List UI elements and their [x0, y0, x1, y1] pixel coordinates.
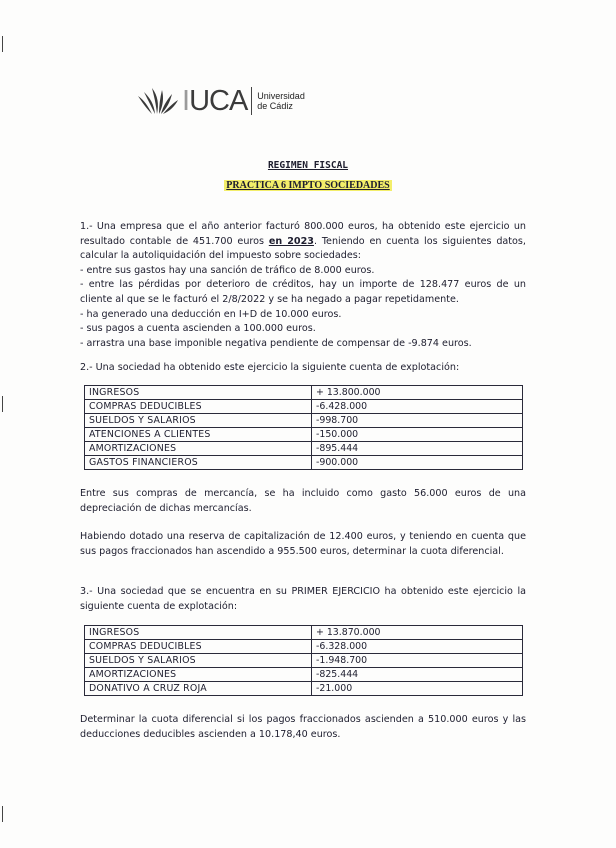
- concept-cell: SUELDOS Y SALARIOS: [85, 414, 312, 428]
- concept-cell: COMPRAS DEDUCIBLES: [85, 400, 312, 414]
- amount-cell: -21.000: [312, 682, 523, 696]
- table-row: [85, 654, 523, 668]
- document-title: REGIMEN FISCAL: [267, 160, 349, 171]
- concept-cell: DONATIVO A CRUZ ROJA: [85, 682, 312, 696]
- exercise-1-item: - arrastra una base imponible negativa pendiente de compensar de -9.874 euros.: [80, 337, 472, 349]
- exercise-2-intro: 2.- Una sociedad ha obtenido este ejercicio la siguiente cuenta de explotación:: [80, 362, 460, 373]
- exercise-1-item: - entre sus gastos hay una sanción de tráfico de 8.000 euros.: [80, 264, 375, 276]
- amount-cell: -998.700: [312, 414, 523, 428]
- concept-cell: INGRESOS: [85, 626, 312, 640]
- exercise-3-note: Determinar la cuota diferencial si los pagos fraccionados ascienden a 510.000 euros y las deducciones deducibles ascienden a 10.178,40 euros.: [80, 714, 526, 740]
- table-row: [85, 414, 523, 428]
- document-subtitle: PRACTICA 6 IMPTO SOCIEDADES: [226, 180, 390, 191]
- exercise-3-table: [84, 625, 523, 696]
- logo-name-line2: de Cádiz: [257, 101, 293, 111]
- concept-cell: COMPRAS DEDUCIBLES: [85, 640, 312, 654]
- table-row: [85, 626, 523, 640]
- concept-cell: AMORTIZACIONES: [85, 668, 312, 682]
- exercise-2-table: [84, 385, 523, 470]
- amount-cell: -895.444: [312, 442, 523, 456]
- logo-wordmark: IUCA: [182, 84, 248, 117]
- scan-edge-mark: [2, 806, 3, 822]
- logo-university-name: [257, 91, 305, 111]
- exercise-2-note-1: Entre sus compras de mercancía, se ha incluido como gasto 56.000 euros de una depreciación de dichas mercancías.: [80, 488, 526, 514]
- concept-cell: ATENCIONES A CLIENTES: [85, 428, 312, 442]
- exercise-1-item: - ha generado una deducción en I+D de 10.000 euros.: [80, 308, 342, 320]
- amount-cell: -150.000: [312, 428, 523, 442]
- uca-flame-leaves-icon: [136, 86, 180, 116]
- table-row: [85, 442, 523, 456]
- concept-cell: SUELDOS Y SALARIOS: [85, 654, 312, 668]
- logo-divider: [251, 87, 252, 115]
- amount-cell: -1.948.700: [312, 654, 523, 668]
- table-row: [85, 386, 523, 400]
- table-row: [85, 640, 523, 654]
- concept-cell: GASTOS FINANCIEROS: [85, 456, 312, 470]
- concept-cell: INGRESOS: [85, 386, 312, 400]
- exercise-1-intro: 1.- Una empresa que el año anterior facturó 800.000 euros, ha obtenido este ejercicio un resultado contable de 451.700 euros en 2023. Teniendo en cuenta los siguientes datos, calcular la autoliquidación del impuesto sobre sociedades:: [80, 221, 526, 262]
- concept-cell: AMORTIZACIONES: [85, 442, 312, 456]
- exercise-1-item: - sus pagos a cuenta ascienden a 100.000 euros.: [80, 323, 316, 335]
- table-row: [85, 428, 523, 442]
- amount-cell: -6.428.000: [312, 400, 523, 414]
- scan-edge-mark: [2, 36, 3, 52]
- amount-cell: -900.000: [312, 456, 523, 470]
- scan-edge-mark: [2, 396, 3, 412]
- exercise-1-item: - entre las pérdidas por deterioro de créditos, hay un importe de 128.477 euros de un cliente al que se le facturó el 2/8/2022 y se ha negado a pagar repetidamente.: [80, 279, 526, 305]
- table-row: [85, 400, 523, 414]
- amount-cell: + 13.800.000: [312, 386, 523, 400]
- table-row: [85, 456, 523, 470]
- exercise-2-note-2: Habiendo dotado una reserva de capitalización de 12.400 euros, y teniendo en cuenta que sus pagos fraccionados han ascendido a 955.500 euros, determinar la cuota diferencial.: [80, 531, 526, 557]
- exercise-1: [80, 220, 526, 351]
- logo-name-line1: Universidad: [257, 91, 305, 101]
- amount-cell: + 13.870.000: [312, 626, 523, 640]
- amount-cell: -6.328.000: [312, 640, 523, 654]
- amount-cell: -825.444: [312, 668, 523, 682]
- table-row: [85, 682, 523, 696]
- university-logo: [136, 84, 305, 118]
- table-row: [85, 668, 523, 682]
- exercise-3-intro: 3.- Una sociedad que se encuentra en su PRIMER EJERCICIO ha obtenido este ejercicio la siguiente cuenta de explotación:: [80, 586, 526, 612]
